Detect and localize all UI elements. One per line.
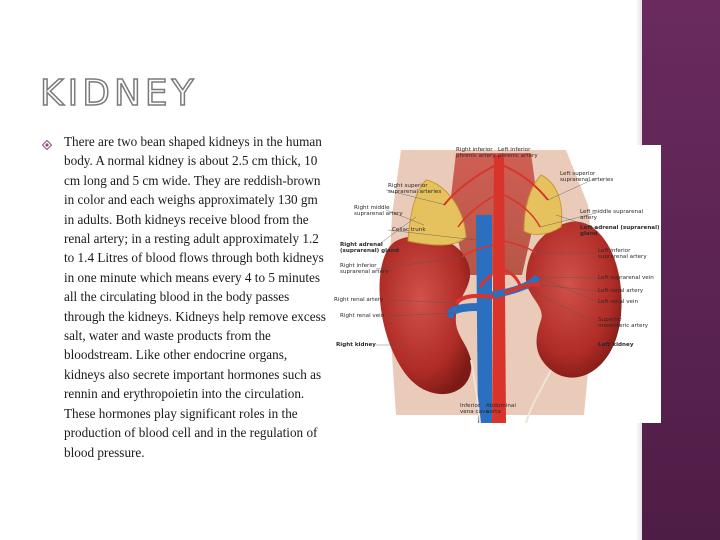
label-left-inferior-phrenic: Left inferior phrenic artery [498, 147, 538, 160]
label-left-inferior-suprarenal: Left inferior suprarenal artery [598, 248, 647, 261]
label-celiac-trunk: Celiac trunk [392, 227, 426, 233]
kidney-anatomy-figure [326, 145, 661, 423]
label-right-inferior-phrenic: Right inferior phrenic artery [456, 147, 496, 160]
label-superior-mesenteric: Superior mesenteric artery [598, 317, 649, 330]
label-left-adrenal-gland: Left adrenal (suprarenal) gland [580, 225, 660, 238]
body-paragraph: There are two bean shaped kidneys in the human body. A normal kidney is about 2.5 cm thick, 10 cm long and 5 cm wide. They are reddish-brown in color and each weighs approximately 130 gm in adults. Both kidneys receive blood from the renal artery; in a resting adult approximately 1.2 to 1.4 Litres of blood flows through both kidneys in one minute which means every 4 to 5 minutes all the circulating blood in the body passes through the kidneys. Kidneys help remove excess salt, water and waste products from the bloodstream. Like other endocrine organs, kidneys also secrete important hormones such as rennin and erythropoietin into the circulation. These hormones play significant roles in the production of blood cell and in the regulation of blood pressure. [64, 134, 326, 460]
label-abdominal-aorta: Abdominal aorta [486, 403, 516, 416]
label-left-superior-suprarenal: Left superior suprarenal arteries [560, 171, 614, 184]
label-right-renal-artery: Right renal artery [334, 297, 384, 303]
slide-title: KIDNEY [40, 73, 198, 114]
label-right-inferior-suprarenal: Right inferior suprarenal artery [340, 263, 389, 276]
label-right-superior-suprarenal: Right superior suprarenal arteries [388, 183, 442, 196]
label-right-adrenal-gland: Right adrenal (suprarenal) gland [340, 242, 399, 255]
label-right-middle-suprarenal: Right middle suprarenal artery [354, 205, 403, 218]
label-right-kidney: Right kidney [336, 342, 376, 348]
kidney-anatomy-illustration [326, 145, 661, 423]
label-left-suprarenal-vein: Left suprarenal vein [598, 275, 654, 281]
label-inferior-vena-cava: Inferior vena cava [460, 403, 489, 416]
label-left-middle-suprarenal: Left middle suprarenal artery [580, 209, 644, 222]
label-left-kidney: Left kidney [598, 342, 634, 348]
diamond-bullet-icon [42, 140, 52, 150]
label-left-renal-vein: Left renal vein [598, 299, 639, 305]
label-right-renal-vein: Right renal vein [340, 313, 385, 319]
label-left-renal-artery: Left renal artery [598, 288, 644, 294]
